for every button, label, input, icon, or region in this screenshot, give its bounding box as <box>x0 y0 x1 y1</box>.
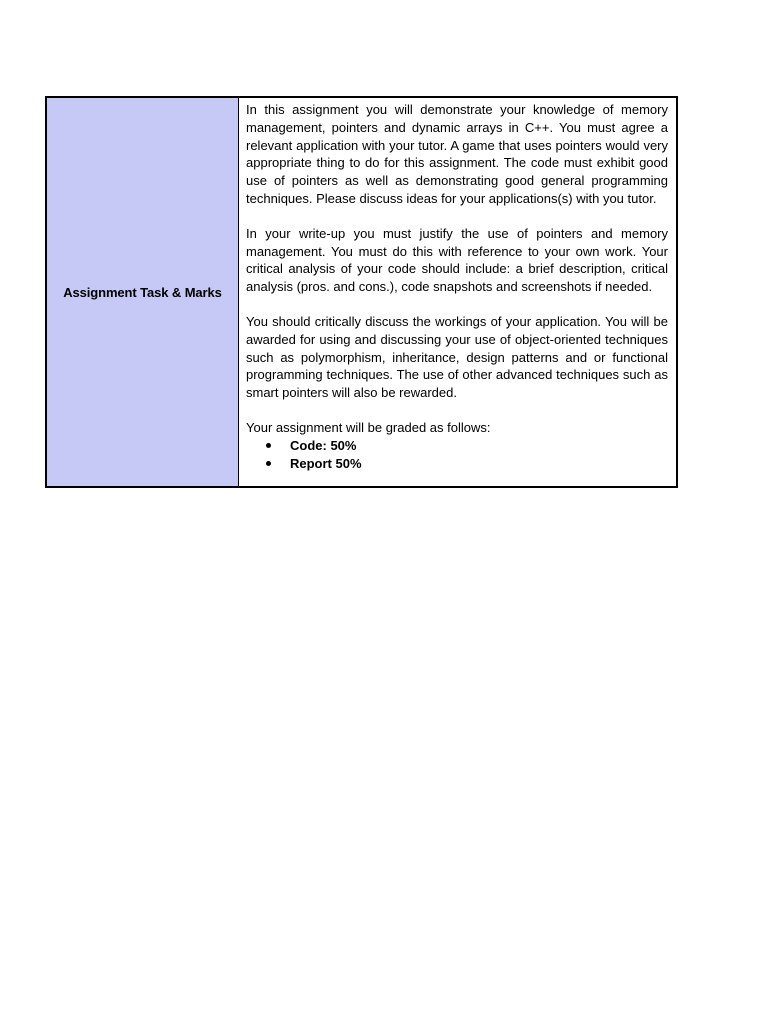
table-label: Assignment Task & Marks <box>63 284 222 300</box>
paragraph-overview: In this assignment you will demonstrate your knowledge of memory management, pointers and dynamic arrays in C++. You must agree a relevant application with your tutor. A game that uses pointers would very appropriate thing to do for this assignment. The code must exhibit good use of pointers as well as demonstrating good general programming techniques. Please discuss ideas for your applications(s) with you tutor. <box>246 102 668 206</box>
paragraph-techniques: You should critically discuss the workings of your application. You will be awarded for using and discussing your use of object-oriented techniques such as polymorphism, inheritance, design patterns and or functional programming techniques. The use of other advanced techniques such as smart pointers will also be rewarded. <box>246 313 668 401</box>
table-content-cell <box>239 98 676 486</box>
grading-list <box>246 437 668 473</box>
paragraph-write-up: In your write-up you must justify the use of pointers and memory management. You must do this with reference to your own work. Your critical analysis of your code should include: a brief description, critical analysis (pros. and cons.), code snapshots and screenshots if needed. <box>246 225 668 295</box>
bullet-icon <box>266 443 271 448</box>
grading-item-code: Code: 50% <box>290 437 357 453</box>
table-label-cell <box>47 98 239 486</box>
grading-item-report: Report 50% <box>290 455 362 471</box>
list-item <box>266 455 668 473</box>
bullet-icon <box>266 461 271 466</box>
assignment-table <box>45 96 678 488</box>
grading-intro: Your assignment will be graded as follows: <box>246 419 491 435</box>
list-item <box>266 437 668 455</box>
